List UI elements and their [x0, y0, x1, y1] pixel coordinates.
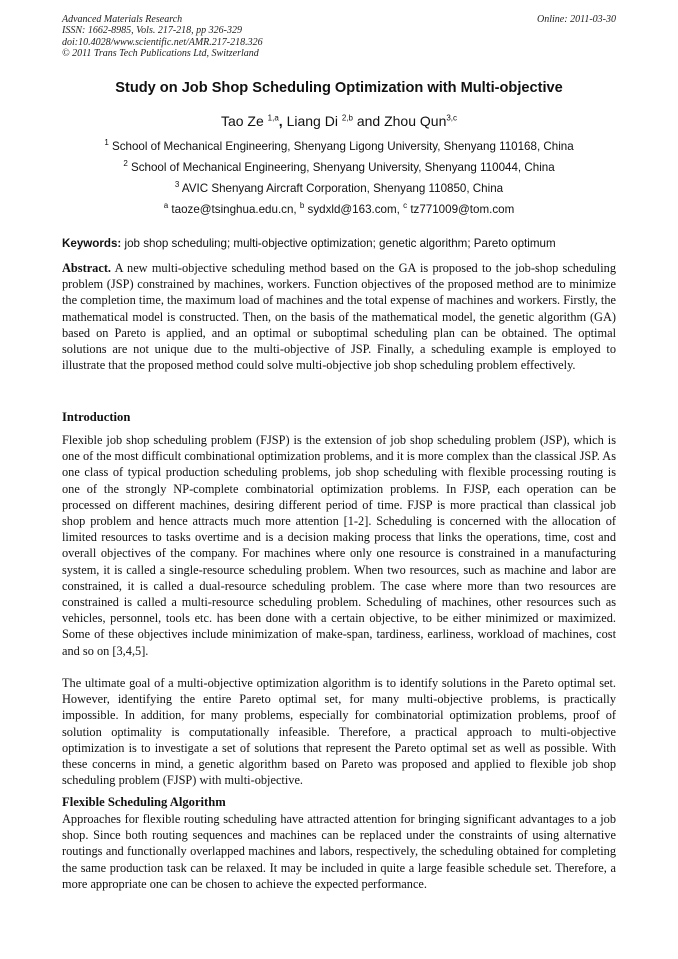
flexible-heading: Flexible Scheduling Algorithm	[62, 795, 226, 809]
author-name: Liang Di	[286, 113, 342, 129]
affiliation-superscript: 3	[174, 180, 180, 190]
author-name: Zhou Qun	[384, 113, 447, 129]
affiliation-superscript: 2	[123, 159, 128, 169]
abstract-label: Abstract.	[62, 261, 112, 275]
author-line	[62, 113, 616, 129]
email-text: taoze@tsinghua.edu.cn,	[168, 203, 300, 216]
online-date: Online: 2011-03-30	[537, 14, 616, 25]
email-superscript: a	[163, 201, 169, 211]
affiliation-text: School of Mechanical Engineering, Shenyang University, Shenyang 110044, China	[127, 161, 555, 174]
introduction-heading: Introduction	[62, 410, 131, 424]
email-superscript: c	[403, 201, 408, 211]
introduction-paragraph-1: Flexible job shop scheduling problem (FJSP) is the extension of job shop scheduling problem (JSP), which is one of the most difficult combinational optimization problems, and it is more complex than the classical JSP. As one class of typical production scheduling problems, job shop scheduling with flexible processing routing is one of the strongly NP-complete combinatorial optimization problems. In FJSP, each operation can be processed on different machines, desiring different period of time. FJSP is more practical than classical job shop problem and hence attracts much more attention [1-2]. Scheduling is concerned with the allocation of limited resources to tasks overtime and is a decision making process that links the operations, time, cost and overall objectives of the company. For machines where only one resource is constrained in a manufacturing system, it is called a single-resource scheduling problem. When two resources, such as machine and labor are constrained, it is called a dual-resource scheduling problem. The case where more than two resources are constrained is called a multi-resource scheduling problem. Scheduling of machines, other resources such as vehicles, personnel, tools etc. has been done with a certain objective, to be either minimized or maximized. Some of these objectives include minimization of make-span, tardiness, earliness, workload of machines, cost and so on [3,4,5].	[62, 433, 616, 658]
author-superscript: 3,c	[446, 113, 458, 123]
author-superscript: 2,b	[341, 113, 353, 123]
keywords-text: job shop scheduling; multi-objective optimization; genetic algorithm; Pareto optimum	[121, 237, 556, 250]
author-superscript: 1,a	[267, 113, 279, 123]
email-text: sydxld@163.com,	[304, 203, 404, 216]
paper-title: Study on Job Shop Scheduling Optimization with Multi-objective	[115, 80, 563, 96]
flexible-paragraph-1: Approaches for flexible routing scheduling have attracted attention for bringing significant advantages to a job shop. Since both routing sequences and machines can be replaced under the constraints of using alternative routings and functionally overlapped machines and labors, respectively, the scheduling obtained for completing the same production task can be relaxed. It may be included in quite a large feasible schedule set. Therefore, a more appropriate one can be chosen to achieve the expected performance.	[62, 812, 616, 891]
author-separator: and	[352, 113, 385, 129]
keywords-label: Keywords:	[62, 237, 122, 250]
issn-line: ISSN: 1662-8985, Vols. 217-218, pp 326-329	[62, 25, 242, 37]
doi-line: doi:10.4028/www.scientific.net/AMR.217-218.326	[62, 36, 263, 48]
keywords-line	[62, 237, 622, 250]
abstract-text: A new multi-objective scheduling method based on the GA is proposed to the job-shop scheduling problem (JSP) constrained by machines, workers. Function objectives of the proposed method are to minimize the completion time, the maximum load of machines and the total expense of machines and workers. Firstly, the mathematical model is constructed. Then, on the basis of the mathematical model, the genetic algorithm (GA) based on Pareto is applied, and an optimal or suboptimal scheduling plan can be obtained. The optimal solutions are not unique due to the multi-objective of JSP. Finally, a scheduling example is employed to illustrate that the proposed method could solve multi-objective job shop scheduling problem effectively.	[62, 261, 616, 373]
email-superscript: b	[299, 201, 305, 211]
email-line	[62, 203, 616, 216]
author-name: Tao Ze	[220, 113, 268, 129]
journal-header	[62, 14, 616, 60]
affiliation-text: AVIC Shenyang Aircraft Corporation, Shenyang 110850, China	[179, 182, 504, 195]
affiliation-1	[62, 140, 616, 153]
affiliation-text: School of Mechanical Engineering, Shenyang Ligong University, Shenyang 110168, China	[108, 140, 574, 153]
abstract-paragraph	[62, 260, 616, 373]
affiliation-2	[62, 161, 616, 174]
journal-name: Advanced Materials Research	[62, 14, 183, 25]
introduction-paragraph-2: The ultimate goal of a multi-objective optimization algorithm is to identify solutions in the Pareto optimal set. However, identifying the entire Pareto optimal set, for many multi-objective problems, is practically impossible. In addition, for many problems, especially for combinatorial optimization problems, proof of solution optimality is computationally infeasible. Therefore, a practical approach to multi-objective optimization is to investigate a set of solutions that represent the Pareto optimal set as well as possible. With these concerns in mind, a genetic algorithm based on Pareto was proposed and applied to flexible job shop scheduling problem (FJSP) with multi-objective.	[62, 676, 616, 788]
email-text: tz771009@tom.com	[407, 203, 515, 216]
affiliation-superscript: 1	[104, 138, 109, 148]
author-separator: ,	[278, 113, 287, 129]
copyright-line: © 2011 Trans Tech Publications Ltd, Switzerland	[62, 48, 259, 60]
affiliation-3	[62, 182, 616, 195]
